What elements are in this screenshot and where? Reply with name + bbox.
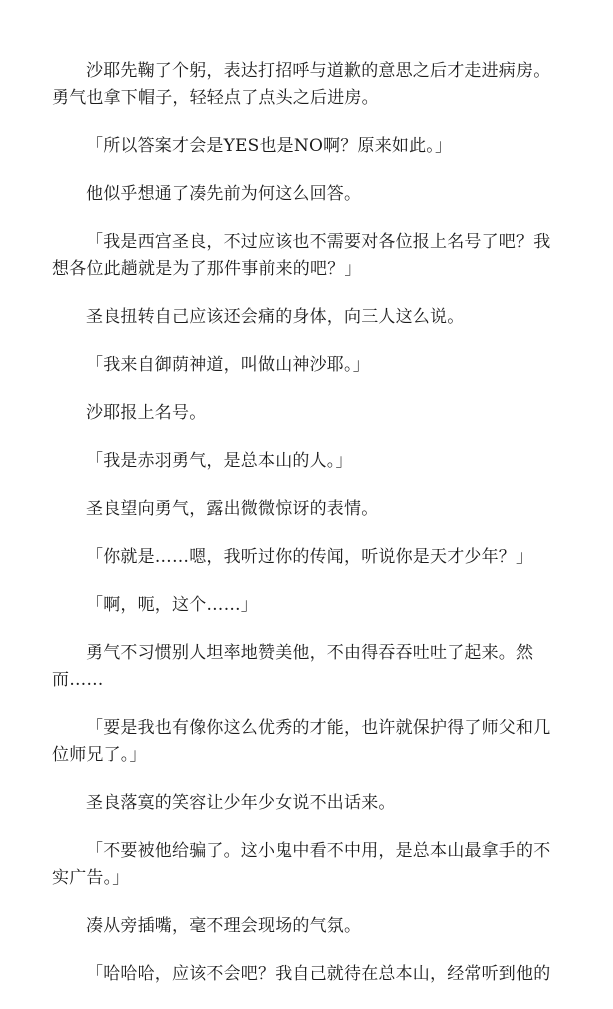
paragraph: 他似乎想通了凑先前为何这么回答。 [86, 184, 362, 204]
paragraph: 「所以答案才会是YES也是NO啊？原来如此。」 [86, 136, 453, 156]
paragraph: 「啊，呃，这个……」 [86, 595, 258, 615]
document-page [52, 58, 562, 1009]
paragraph: 「我来自御荫神道，叫做山神沙耶。」 [86, 355, 370, 375]
paragraph: 圣良扭转自己应该还会痛的身体，向三人这么说。 [86, 307, 465, 327]
paragraph: 沙耶先鞠了个躬，表达打招呼与道歉的意思之后才走进病房。勇气也拿下帽子，轻轻点了点头之后进房。 [52, 61, 551, 108]
paragraph: 勇气不习惯别人坦率地赞美他，不由得吞吞吐吐了起来。然而…… [52, 643, 534, 690]
paragraph: 沙耶报上名号。 [86, 403, 207, 423]
paragraph: 凑从旁插嘴，毫不理会现场的气氛。 [86, 916, 362, 936]
paragraph: 「你就是……嗯，我听过你的传闻，听说你是天才少年？」 [86, 547, 534, 567]
paragraph: 「我是西宫圣良，不过应该也不需要对各位报上名号了吧？我想各位此趟就是为了那件事前来的吧？」 [52, 232, 551, 279]
paragraph: 「要是我也有像你这么优秀的才能，也许就保护得了师父和几位师兄了。」 [52, 718, 551, 765]
paragraph: 「不要被他给骗了。这小鬼中看不中用，是总本山最拿手的不实广告。」 [52, 841, 551, 888]
paragraph: 圣良望向勇气，露出微微惊讶的表情。 [86, 499, 379, 519]
paragraph: 圣良落寞的笑容让少年少女说不出话来。 [86, 793, 396, 813]
paragraph: 「哈哈哈，应该不会吧？我自己就待在总本山，经常听到他的 [86, 964, 551, 984]
paragraph: 「我是赤羽勇气，是总本山的人。」 [86, 451, 353, 471]
